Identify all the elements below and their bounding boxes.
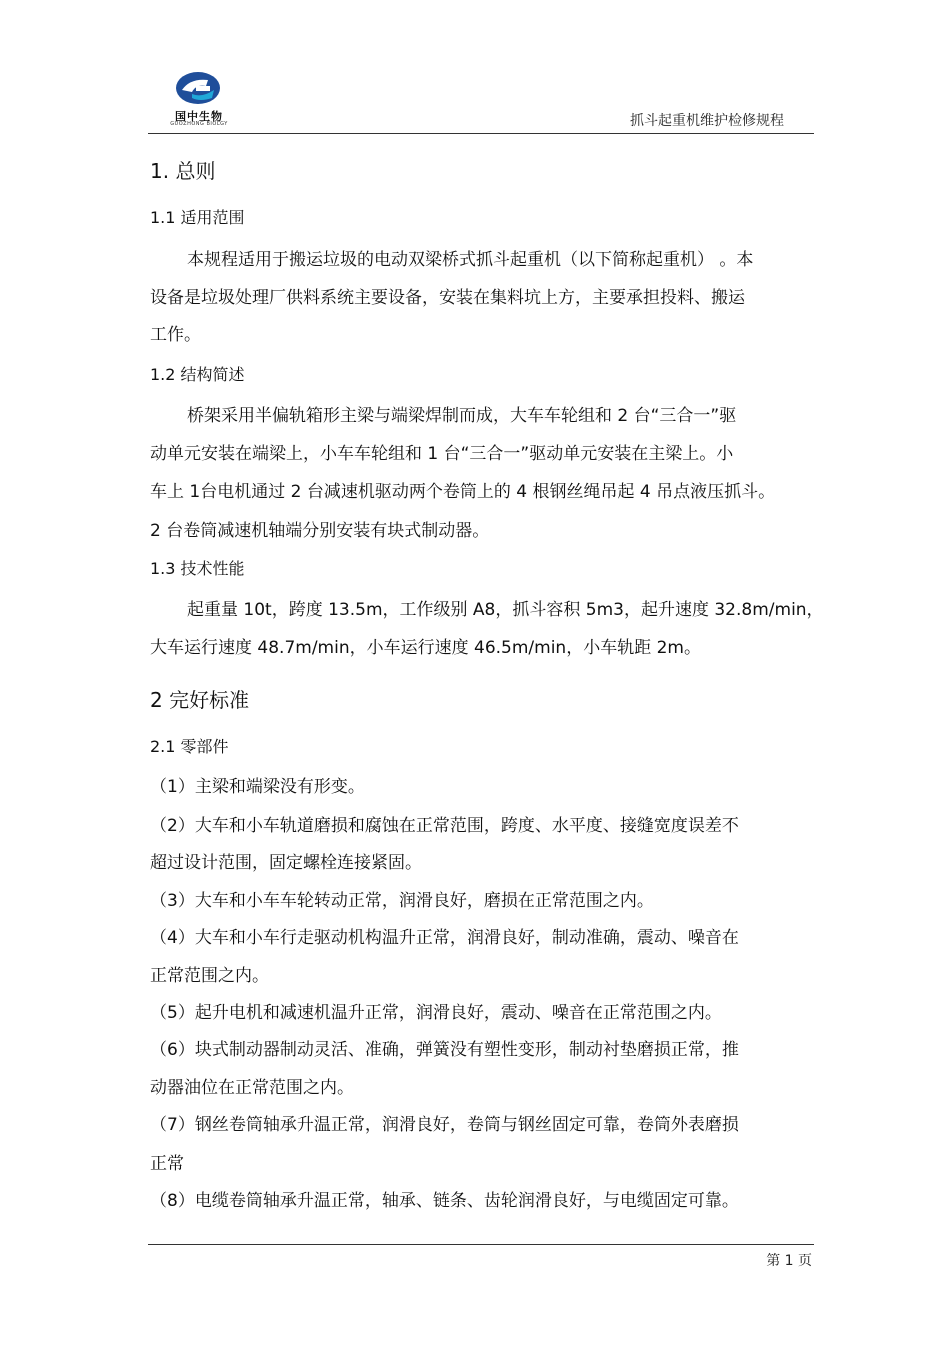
list-item: （2）大车和小车轨道磨损和腐蚀在正常范围，跨度、水平度、接缝宽度误差不: [150, 816, 739, 836]
paragraph-line: 工作。: [150, 325, 201, 345]
list-item: （7）钢丝卷筒轴承升温正常，润滑良好，卷筒与钢丝固定可靠，卷筒外表磨损: [150, 1115, 739, 1135]
paragraph-line: 2 台卷筒减速机轴端分别安装有块式制动器。: [150, 521, 490, 541]
list-item-continuation: 正常: [150, 1154, 184, 1174]
logo-mark-icon: [162, 68, 236, 108]
section-heading-1: 1. 总则: [150, 159, 216, 183]
section-heading-1-3: 1.3 技术性能: [150, 559, 245, 578]
page-number: 第 1 页: [766, 1253, 812, 1269]
paragraph-line: 车上 1台电机通过 2 台减速机驱动两个卷筒上的 4 根钢丝绳吊起 4 吊点液压抓斗。: [150, 482, 776, 502]
logo-text: 国中生物: [175, 110, 223, 123]
list-item-continuation: 正常范围之内。: [150, 966, 269, 986]
list-item: （4）大车和小车行走驱动机构温升正常，润滑良好，制动准确，震动、噪音在: [150, 928, 739, 948]
paragraph-line: 大车运行速度 48.7m/min，小车运行速度 46.5m/min，小车轨距 2m。: [150, 638, 701, 658]
list-item: （8）电缆卷筒轴承升温正常，轴承、链条、齿轮润滑良好，与电缆固定可靠。: [150, 1191, 739, 1211]
paragraph-line: 本规程适用于搬运垃圾的电动双梁桥式抓斗起重机（以下简称起重机） 。本: [187, 250, 754, 270]
header-divider: [148, 133, 814, 134]
section-heading-1-2: 1.2 结构简述: [150, 365, 245, 384]
logo-subtext: GUOZHONG BIOLGY: [170, 121, 228, 127]
list-item-continuation: 动器油位在正常范围之内。: [150, 1078, 354, 1098]
paragraph-line: 起重量 10t，跨度 13.5m，工作级别 A8，抓斗容积 5m3，起升速度 32.8m/min，: [187, 600, 824, 620]
list-item: （6）块式制动器制动灵活、准确，弹簧没有塑性变形，制动衬垫磨损正常，推: [150, 1040, 739, 1060]
section-heading-2: 2 完好标准: [150, 688, 250, 712]
section-heading-1-1: 1.1 适用范围: [150, 208, 245, 227]
footer-divider: [148, 1244, 814, 1245]
document-title: 抓斗起重机维护检修规程: [630, 113, 784, 129]
paragraph-line: 动单元安装在端梁上，小车车轮组和 1 台“三合一”驱动单元安装在主梁上。小: [150, 444, 734, 464]
company-logo: [162, 68, 236, 130]
paragraph-line: 桥架采用半偏轨箱形主梁与端梁焊制而成，大车车轮组和 2 台“三合一”驱: [187, 406, 737, 426]
list-item-continuation: 超过设计范围，固定螺栓连接紧固。: [150, 853, 422, 873]
paragraph-line: 设备是垃圾处理厂供料系统主要设备，安装在集料坑上方，主要承担投料、搬运: [150, 288, 745, 308]
section-heading-2-1: 2.1 零部件: [150, 737, 229, 756]
list-item: （3）大车和小车车轮转动正常，润滑良好，磨损在正常范围之内。: [150, 891, 654, 911]
list-item: （5）起升电机和减速机温升正常，润滑良好，震动、噪音在正常范围之内。: [150, 1003, 722, 1023]
list-item: （1）主梁和端梁没有形变。: [150, 777, 365, 797]
